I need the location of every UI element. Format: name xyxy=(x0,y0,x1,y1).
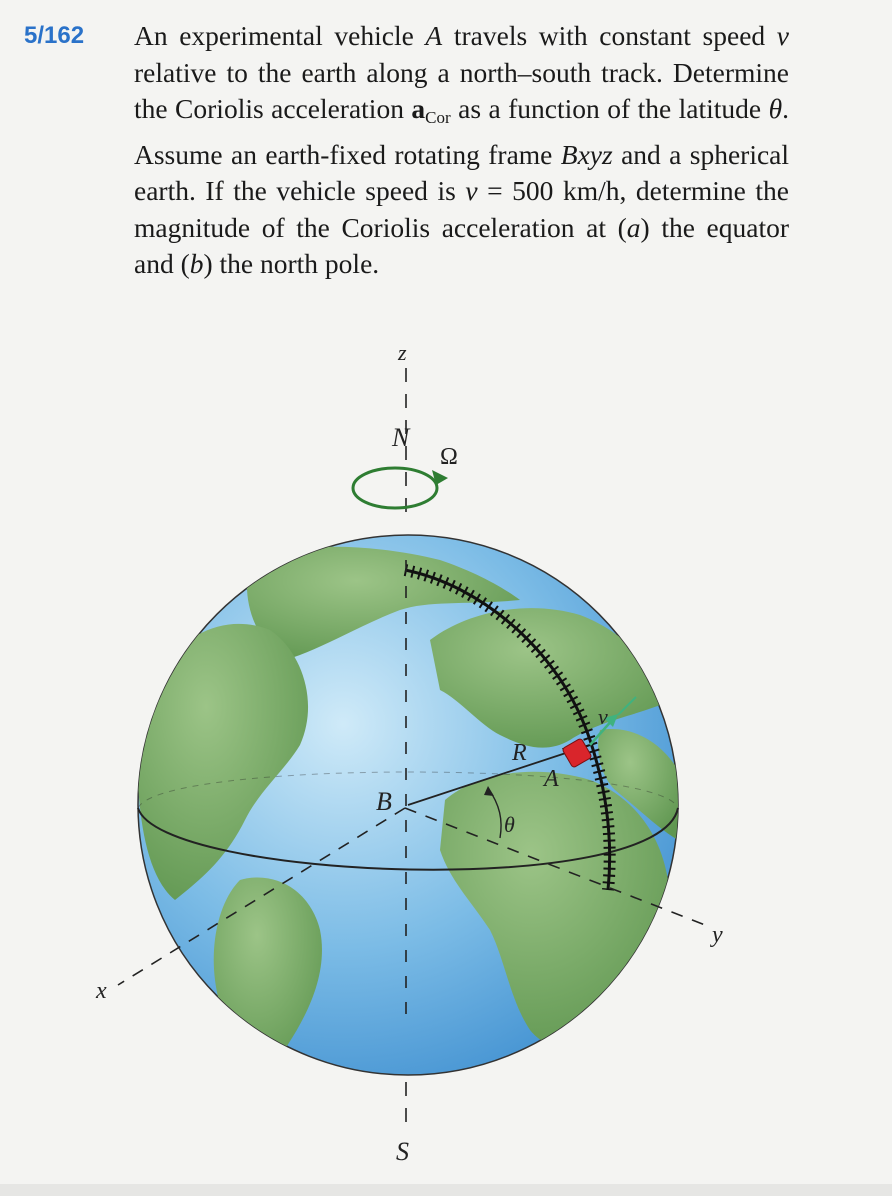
text-part: as a function of the latitude xyxy=(450,93,769,124)
omega-rotation xyxy=(353,468,448,508)
text-part: . Assume an earth-fixed rotating frame xyxy=(134,93,789,170)
text-part: relative to the earth along a north–south track. Determine the Coriolis acceleration xyxy=(134,56,789,124)
text-part: ) the equator and ( xyxy=(134,211,789,279)
A-label: A xyxy=(544,766,559,792)
part-b-label: b xyxy=(189,248,204,279)
part-a-label: a xyxy=(626,211,641,243)
text-part: and a spherical earth. If the vehicle speed is xyxy=(134,138,790,206)
problem-number: 5/162 xyxy=(24,22,85,49)
N-label: N xyxy=(392,423,410,452)
latitude-symbol: θ xyxy=(768,93,783,124)
S-label: S xyxy=(396,1137,409,1166)
text-part: travels with constant speed xyxy=(442,20,777,51)
y-label: y xyxy=(712,922,723,948)
v-label: v xyxy=(598,704,608,729)
B-label: B xyxy=(376,787,392,816)
acceleration-subscript: Cor xyxy=(425,108,451,127)
z-label: z xyxy=(398,340,407,365)
frame-symbol: Bxyz xyxy=(560,138,613,170)
R-label: R xyxy=(512,740,527,766)
speed-symbol: v xyxy=(776,20,789,51)
vehicle-symbol: A xyxy=(425,20,443,51)
omega-ellipse xyxy=(353,468,437,508)
text-part: = 500 km/h, determine the magnitude of the Coriolis acceleration at ( xyxy=(134,175,789,243)
text-part: ) the north pole. xyxy=(203,248,380,279)
speed-symbol: v xyxy=(465,175,478,206)
x-label: x xyxy=(96,978,107,1004)
text-part: An experimental vehicle xyxy=(134,20,426,51)
theta-label: θ xyxy=(504,812,515,837)
omega-label: Ω xyxy=(440,444,458,470)
acceleration-symbol: a xyxy=(411,93,426,124)
page-bottom-edge xyxy=(0,1184,892,1196)
